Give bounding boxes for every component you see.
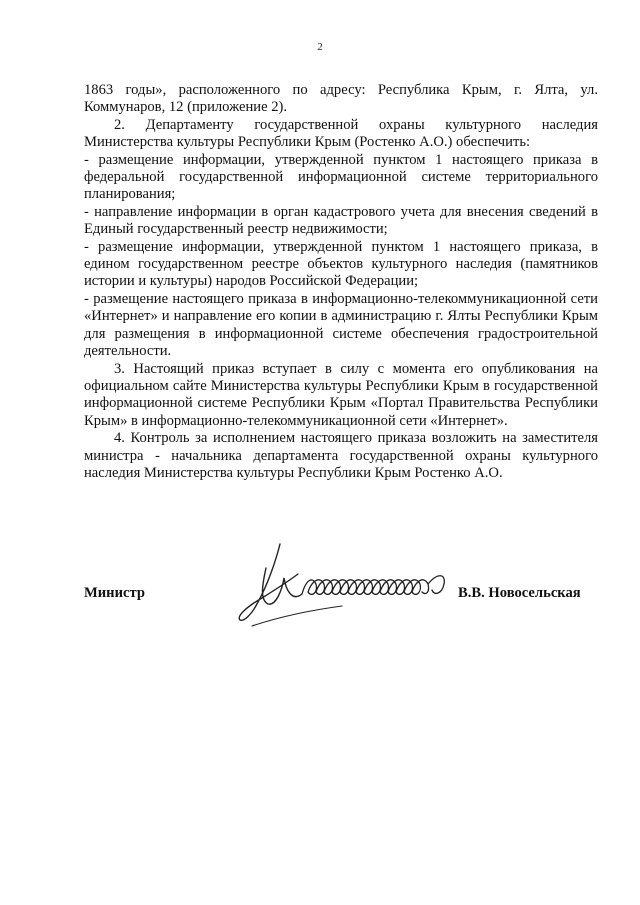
paragraph-item-4: 4. Контроль за исполнением настоящего приказа возложить на заместителя министра - начальника департамента государственной охраны культурного наследия Министерства культуры Республики Крым Ростенко А.О. (84, 430, 598, 481)
document-body (84, 82, 598, 482)
page-number: 2 (317, 41, 323, 53)
paragraph-bullet-internet-publication: - размещение настоящего приказа в информационно-телекоммуникационной сети «Интернет» и направление его копии в администрацию г. Ялты Республики Крым для размещения в информационной системе обеспечения градостроительной деятельности. (84, 290, 598, 360)
signatory-title: Министр (84, 585, 145, 601)
paragraph-item-3: 3. Настоящий приказ вступает в силу с момента его опубликования на официальном сайте Министерства культуры Республики Крым в государственной информационной системе Республики Крым «Портал Правительства Республики Крым» в информационно-телекоммуникационной сети «Интернет». (84, 360, 598, 429)
signatory-name: В.В. Новосельская (458, 585, 581, 601)
paragraph-address-continuation: 1863 годы», расположенного по адресу: Республика Крым, г. Ялта, ул. Коммунаров, 12 (приложение 2). (84, 82, 598, 116)
paragraph-item-2: 2. Департаменту государственной охраны культурного наследия Министерства культуры Республики Крым (Ростенко А.О.) обеспечить: (84, 116, 598, 151)
paragraph-bullet-heritage-registry: - размещение информации, утвержденной пунктом 1 настоящего приказа, в едином государственном реестре объектов культурного наследия (памятников истории и культуры) народов Российской Федерации; (84, 238, 598, 290)
signature-block (0, 540, 640, 650)
paragraph-bullet-cadastral: - направление информации в орган кадастрового учета для внесения сведений в Единый государственный реестр недвижимости; (84, 203, 598, 238)
handwritten-signature (232, 540, 464, 636)
paragraph-bullet-territorial-planning: - размещение информации, утвержденной пунктом 1 настоящего приказа в федеральной государственной информационной системе территориального планирования; (84, 151, 598, 203)
